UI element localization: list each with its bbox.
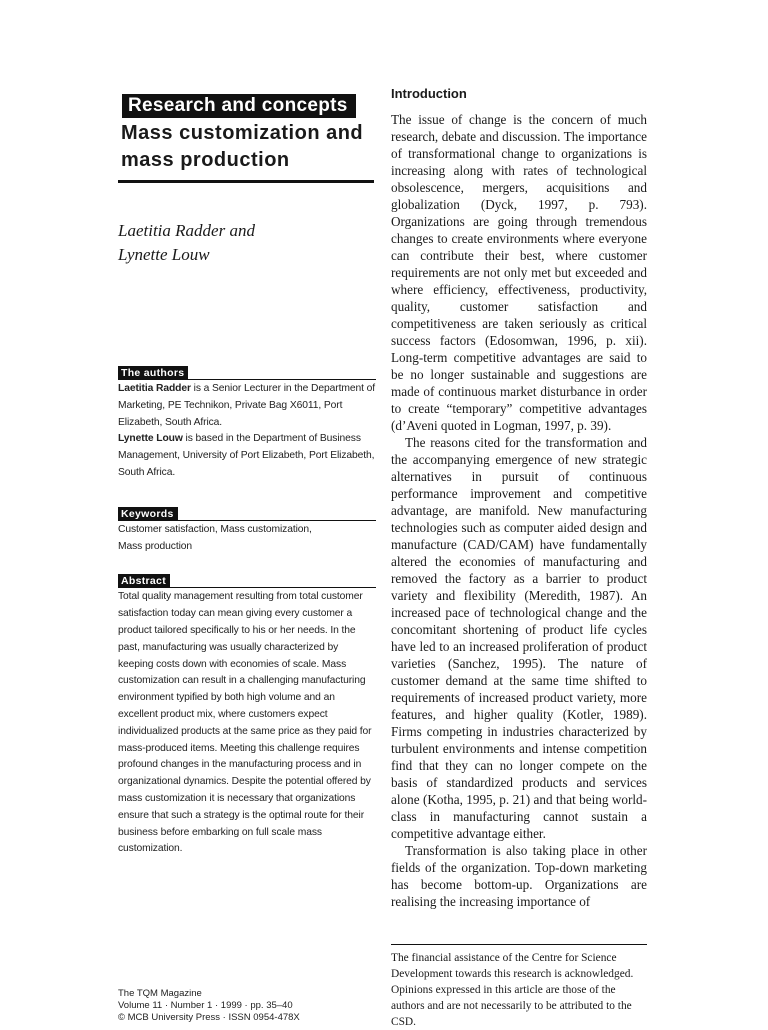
authors-rule bbox=[118, 379, 376, 380]
keywords-section bbox=[118, 504, 376, 522]
introduction-body bbox=[391, 111, 647, 910]
authors-bio bbox=[118, 381, 376, 482]
author-line-1: Laetitia Radder and bbox=[118, 221, 255, 240]
author-names bbox=[118, 219, 376, 267]
author-line-2: Lynette Louw bbox=[118, 245, 210, 264]
author1-bio bbox=[118, 381, 376, 431]
author1-text: is a Senior Lecturer in the Department of Marketing, PE Technikon, Private Bag X6011, Port Elizabeth, South Africa. bbox=[118, 383, 375, 428]
introduction-heading: Introduction bbox=[391, 86, 467, 101]
paragraph: The issue of change is the concern of much research, debate and discussion. The importance of transformational change to organizations is increasing along with rates of technological obsolescence, mergers, acquisitions and globalization (Dyck, 1997, p. 793). Organizations are going through tremendous changes to create environments where everyone can contribute their best, where customer requirements are not only met but exceeded and where efficiency, effectiveness, productivity, quality, customer satisfaction and competitiveness are taken seriously as critical success factors (Edosomwan, 1996, p. xii). Long-term competitive advantages are said to be no longer sustainable and suggestions are made of continuous market disturbance in order to create “temporary” competitive advantages (d’Aveni quoted in Logman, 1997, p. 39). bbox=[391, 112, 647, 433]
left-column bbox=[118, 92, 376, 858]
abstract-section bbox=[118, 571, 376, 589]
title-line-2: mass production bbox=[121, 149, 290, 171]
right-column bbox=[391, 86, 647, 910]
paragraph: The reasons cited for the transformation and the accompanying emergence of new strategic alternatives in pursuit of continuous performance improvement and competitive advantage, are manifold. New manufacturing technologies such as computer aided design and manufacture (CAD/CAM) have fundamentally altered the economies of manufacturing and removed the factory as a barrier to product variety and flexibility (Meredith, 1987). An increased pace of technological change and the concomitant shortening of product life cycles have led to an increased proliferation of product varieties (Sanchez, 1995). The nature of customer demand at the same time shifted to requirements of increased product variety, more features, and higher quality (Kotler, 1989). Firms competing in industries characterized by turbulent environments and intense competition find that they can no longer compete on the basis of standardized products and services alone (Kotha, 1995, p. 21) and that being world-class in manufacturing cannot sustain a competitive advantage either. bbox=[391, 435, 647, 841]
keywords-text: Customer satisfaction, Mass customization, Mass production bbox=[118, 523, 312, 552]
abstract-rule bbox=[118, 587, 376, 588]
journal-info bbox=[118, 988, 376, 1024]
abstract-label: Abstract bbox=[118, 574, 170, 588]
author1-name: Laetitia Radder bbox=[118, 383, 191, 394]
keywords-label: Keywords bbox=[118, 507, 178, 521]
authors-label: The authors bbox=[118, 366, 188, 380]
author2-name: Lynette Louw bbox=[118, 433, 183, 445]
footnote: The financial assistance of the Centre for Science Development towards this research is acknowledged. Opinions expressed in this article are those of the authors and are not necessarily to be attributed to the CSD. bbox=[391, 944, 647, 1030]
title-rule bbox=[118, 180, 374, 183]
journal-volume: Volume 11 · Number 1 · 1999 · pp. 35–40 bbox=[118, 1000, 293, 1011]
article-title bbox=[121, 120, 376, 174]
journal-copyright: © MCB University Press · ISSN 0954-478X bbox=[118, 1012, 300, 1023]
abstract-text: Total quality management resulting from total customer satisfaction today can mean giving every customer a product tailored specifically to his or her needs. In the past, manufacturing was usually characterized by keeping costs down with economies of scale. Mass customization can result in a challenging manufacturing environment typified by both high volume and an excellent product mix, where customers expect individualized products at the same price as they paid for mass-produced items. Meeting this challenge requires profound changes in the manufacturing process and in organizational dynamics. Despite the potential offered by mass customization it is necessary that organizations ensure that such a strategy is the optimal route for their business before embarking on full scale mass customization. bbox=[118, 591, 372, 855]
author2-bio bbox=[118, 431, 376, 481]
journal-name: The TQM Magazine bbox=[118, 988, 202, 999]
authors-section bbox=[118, 363, 376, 381]
keywords-rule bbox=[118, 520, 376, 521]
title-line-1: Mass customization and bbox=[121, 122, 364, 144]
paragraph: Transformation is also taking place in other fields of the organization. Top-down marketing has become bottom-up. Organizations are realising the increasing importance of bbox=[391, 843, 647, 909]
section-label: Research and concepts bbox=[122, 94, 356, 118]
author2-text: is based in the Department of Business Management, University of Port Elizabeth, Port Elizabeth, South Africa. bbox=[118, 433, 375, 478]
